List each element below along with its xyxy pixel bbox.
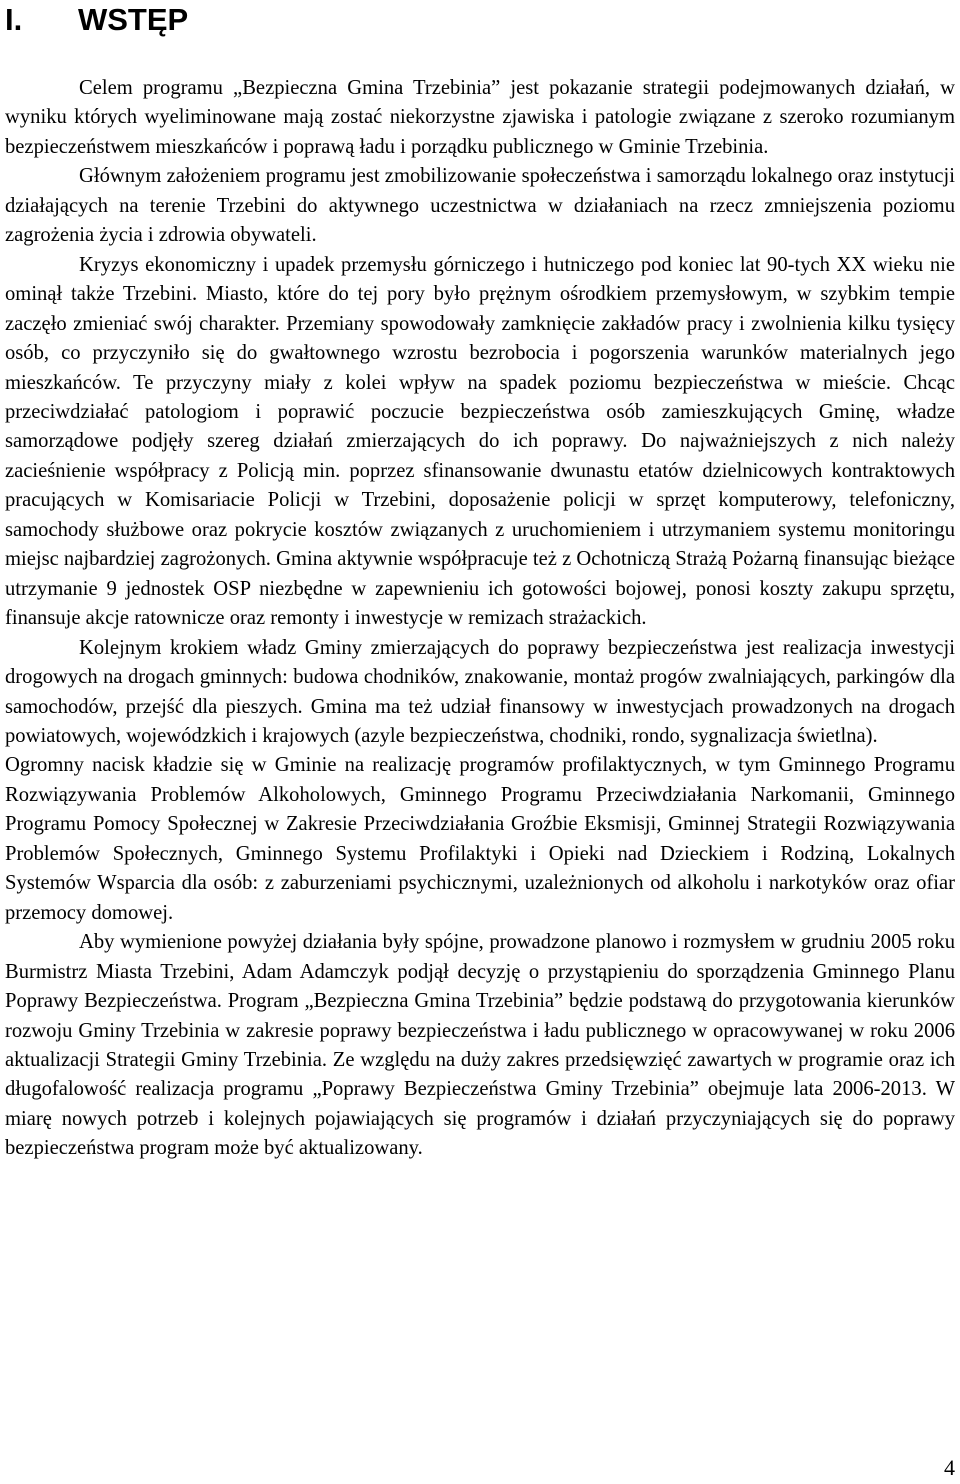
paragraph-road-investments: Kolejnym krokiem władz Gminy zmierzających do poprawy bezpieczeństwa jest realizacja inwestycji drogowych na drogach gminnych: budowa chodników, znakowanie, montaż progów zwalniających, parkingów dla samochodów, przejść dla pieszych. Gmina ma też udział finansowy w inwestycjach prowadzonych na drogach powiatowych, wojewódzkich i krajowych (azyle bezpieczeństwa, chodniki, rondo, sygnalizacja świetlna). — [5, 636, 955, 747]
body-text — [5, 74, 955, 1164]
paragraph-main-assumption: Głównym założeniem programu jest zmobilizowanie społeczeństwa i samorządu lokalnego oraz instytucji działających na terenie Trzebini do aktywnego uczestnictwa w działaniach na rzecz zmniejszenia poziomu zagrożenia życia i zdrowia obywateli. — [5, 165, 955, 247]
page-number: 4 — [944, 1455, 955, 1480]
paragraph-safety-plan-decision: Aby wymienione powyżej działania były spójne, prowadzone planowo i rozmysłem w grudniu 2005 roku Burmistrz Miasta Trzebini, Adam Adamczyk podjął decyzję o przystąpieniu do sporządzenia Gminnego Planu Poprawy Bezpieczeństwa. Program „Bezpieczna Gmina Trzebinia” będzie podstawą do przygotowania kierunków rozwoju Gminy Trzebinia w zakresie poprawy bezpieczeństwa i ładu publicznego w opracowywanej w roku 2006 aktualizacji Strategii Gminy Trzebinia. Ze względu na duży zakres przedsięwzięć zawartych w programie oraz ich długofalowość realizacja programu „Poprawy Bezpieczeństwa Gminy Trzebinia” obejmuje lata 2006-2013. W miarę nowych potrzeb i kolejnych pojawiających się programów i działań przyczyniających się do poprawy bezpieczeństwa program może być aktualizowany. — [5, 931, 955, 1160]
paragraph-program-goal: Celem programu „Bezpieczna Gmina Trzebinia” jest pokazanie strategii podejmowanych działań, w wyniku których wyeliminowane mają zostać niekorzystne zjawiska i patologie związane z szeroko rozumianym bezpieczeństwem mieszkańców i poprawą ładu i porządku publicznego w Gminie Trzebinia. — [5, 77, 955, 158]
section-title: WSTĘP — [78, 2, 189, 37]
document-page — [5, 0, 955, 1484]
section-number: I. — [5, 2, 23, 37]
section-heading — [5, 2, 188, 38]
paragraph-prevention-programs: Ogromny nacisk kładzie się w Gminie na realizację programów profilaktycznych, w tym Gminnego Programu Rozwiązywania Problemów Alkoholowych, Gminnego Programu Przeciwdziałania Narkomanii, Gminnego Programu Pomocy Społecznej w Zakresie Przeciwdziałania Groźbie Eksmisji, Gminnej Strategii Rozwiązywania Problemów Społecznych, Gminnego Systemu Profilaktyki i Opieki nad Dzieckiem i Rodziną, Lokalnych Systemów Wsparcia dla osób: z zaburzeniami psychicznymi, uzależnionych od alkoholu i narkotyków oraz ofiar przemocy domowej. — [5, 754, 955, 924]
paragraph-economic-crisis: Kryzys ekonomiczny i upadek przemysłu górniczego i hutniczego pod koniec lat 90-tych XX wieku nie ominął także Trzebini. Miasto, które do tej pory było prężnym ośrodkiem przemysłowym, w szybkim tempie zaczęło zmieniać swój charakter. Przemiany spowodowały zamknięcie zakładów pracy i zwolnienia kilku tysięcy osób, co przyczyniło się do gwałtownego wzrostu bezrobocia i pogorszenia warunków materialnych jego mieszkańców. Te przyczyny miały z kolei wpływ na spadek poziomu bezpieczeństwa w mieście. Chcąc przeciwdziałać patologiom i poprawić poczucie bezpieczeństwa osób zamieszkujących Gminę, władze samorządowe podjęły szereg działań zmierzających do ich poprawy. Do najważniejszych z nich należy zacieśnienie współpracy z Policją min. poprzez sfinansowanie dwunastu etatów dzielnicowych kontraktowych pracujących w Komisariacie Policji w Trzebini, doposażenie policji w sprzęt komputerowy, telefoniczny, samochody służbowe oraz pokrycie kosztów związanych z uruchomieniem i utrzymaniem systemu monitoringu miejsc najbardziej zagrożonych. Gmina aktywnie współpracuje też z Ochotniczą Strażą Pożarną finansując bieżące utrzymanie 9 jednostek OSP niezbędne w zapewnieniu ich gotowości bojowej, ponosi koszty zakupu sprzętu, finansuje akcje ratownicze oraz remonty i inwestycje w remizach strażackich. — [5, 253, 955, 630]
